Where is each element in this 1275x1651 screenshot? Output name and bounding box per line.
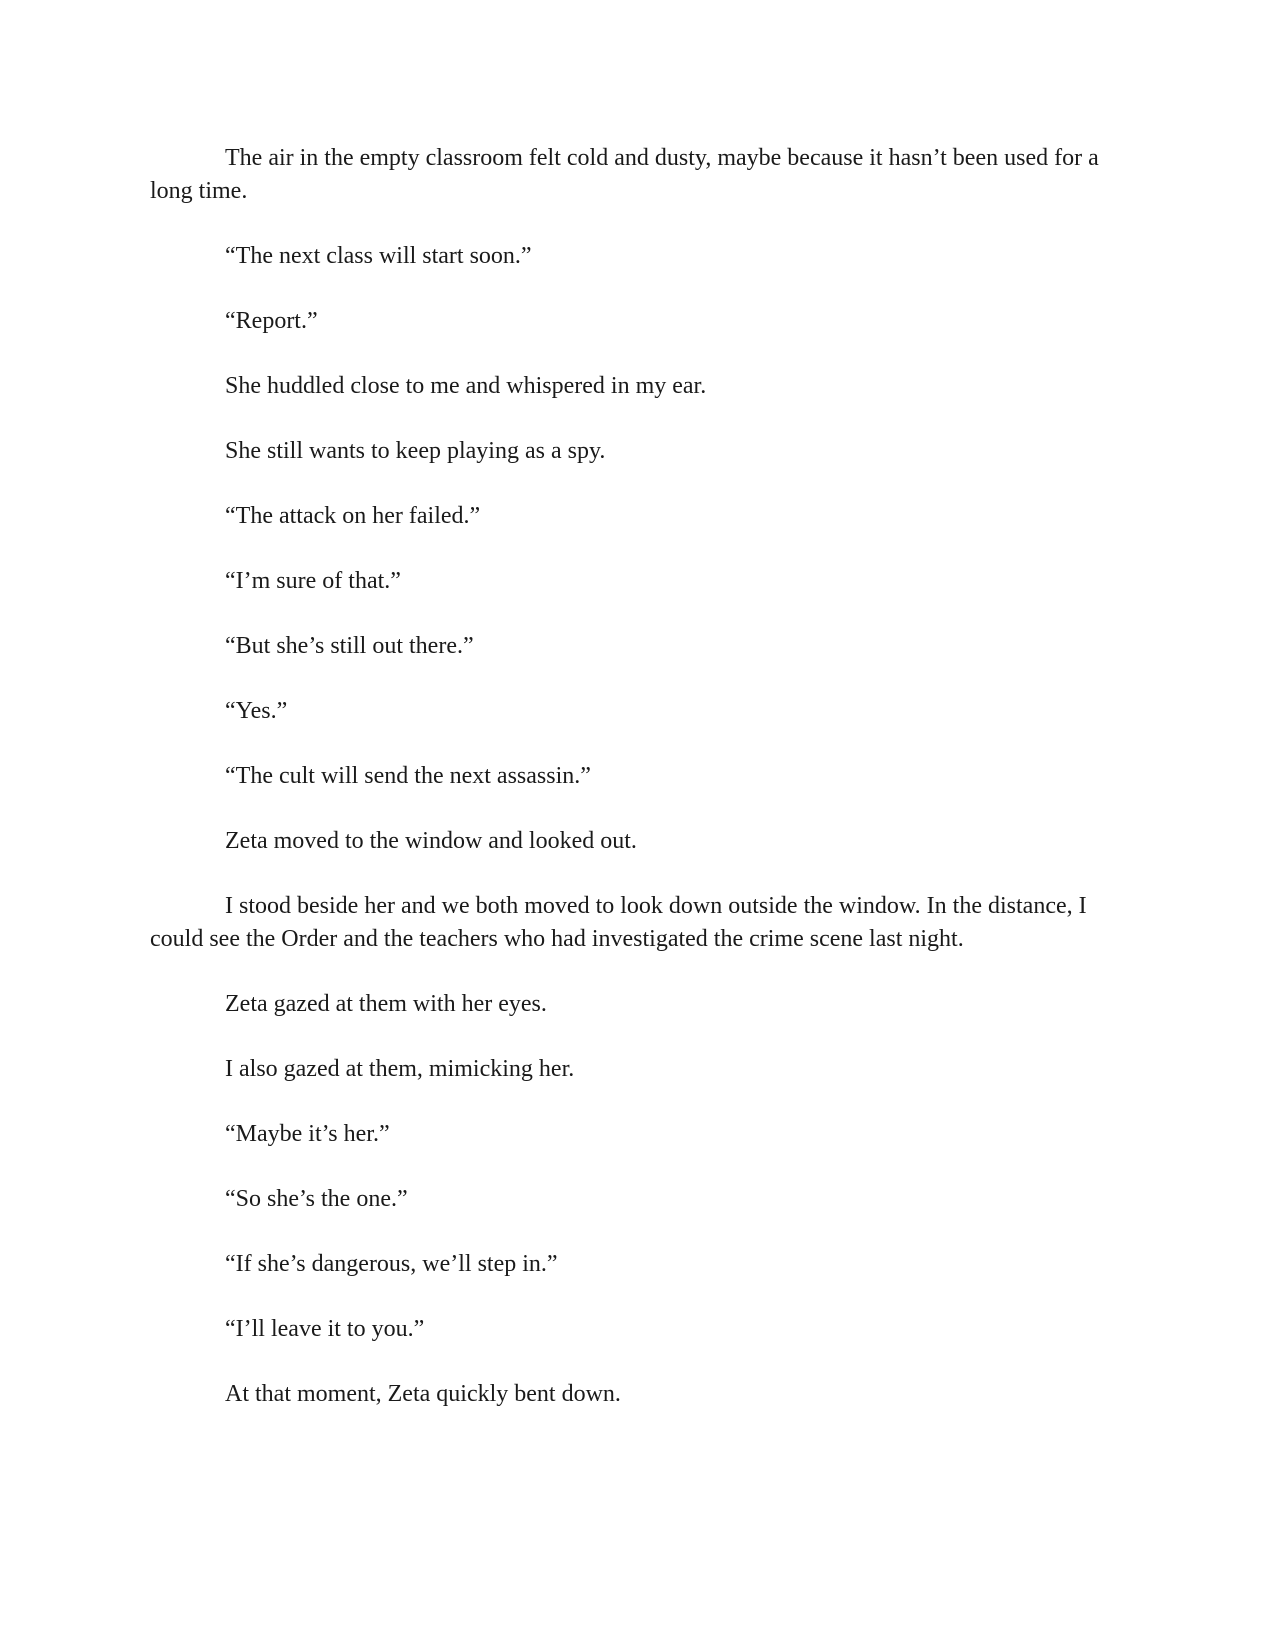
paragraph: “But she’s still out there.” (225, 633, 474, 659)
paragraph: “The cult will send the next assassin.” (225, 763, 591, 789)
paragraph: The air in the empty classroom felt cold and dusty, maybe because it hasn’t been used for a long time. (150, 145, 1099, 204)
paragraph: “I’ll leave it to you.” (225, 1316, 425, 1342)
paragraph: “I’m sure of that.” (225, 568, 401, 594)
paragraph: She still wants to keep playing as a spy. (225, 438, 606, 464)
paragraph: Zeta moved to the window and looked out. (225, 828, 637, 854)
paragraph: “Maybe it’s her.” (225, 1121, 390, 1147)
paragraph: “The next class will start soon.” (225, 243, 532, 269)
paragraph: “If she’s dangerous, we’ll step in.” (225, 1251, 558, 1277)
paragraph: I also gazed at them, mimicking her. (225, 1056, 575, 1082)
paragraph: I stood beside her and we both moved to look down outside the window. In the distance, I could see the Order and the teachers who had investigated the crime scene last night. (150, 893, 1087, 952)
paragraph: She huddled close to me and whispered in my ear. (225, 373, 707, 399)
paragraph: “The attack on her failed.” (225, 503, 481, 529)
paragraph: “So she’s the one.” (225, 1186, 408, 1212)
paragraph: “Report.” (225, 308, 318, 334)
paragraph: At that moment, Zeta quickly bent down. (225, 1381, 621, 1407)
paragraph: “Yes.” (225, 698, 288, 724)
paragraph: Zeta gazed at them with her eyes. (225, 991, 547, 1017)
